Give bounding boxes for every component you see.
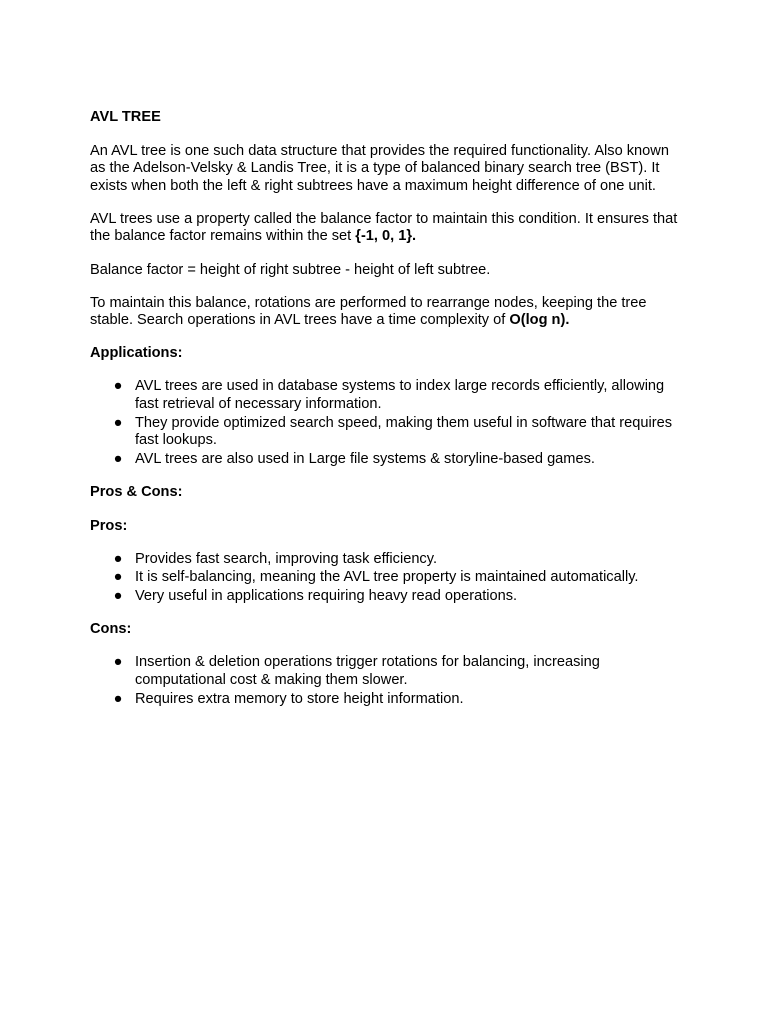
list-item [90, 654, 680, 689]
bullet-icon: ● [113, 690, 123, 707]
pros-list [90, 551, 680, 606]
pros-cons-heading: Pros & Cons: [90, 484, 183, 501]
applications-list [90, 378, 680, 468]
list-item-text: AVL trees are used in database systems to index large records efficiently, allowing fast retrieval of necessary information. [135, 378, 665, 413]
rotation-paragraph [90, 295, 680, 330]
list-item [90, 691, 680, 709]
document-title: AVL TREE [90, 109, 161, 125]
list-item [90, 451, 680, 469]
list-item-text: Requires extra memory to store height information. [135, 690, 464, 707]
balance-factor-paragraph [90, 211, 680, 246]
list-item-text: Very useful in applications requiring heavy read operations. [135, 587, 518, 604]
list-item [90, 551, 680, 569]
list-item-text: AVL trees are also used in Large file systems & storyline-based games. [135, 450, 595, 467]
list-item-text: Insertion & deletion operations trigger rotations for balancing, increasing computational cost & making them slower. [135, 654, 600, 689]
cons-heading: Cons: [90, 621, 132, 638]
bullet-icon: ● [113, 569, 123, 586]
intro-paragraph: An AVL tree is one such data structure that provides the required functionality. Also known as the Adelson-Velsky & Landis Tree, it is a type of balanced binary search tree (BST). It exists when both the left & right subtrees have a maximum height difference of one unit. [90, 142, 669, 194]
list-item-text: They provide optimized search speed, making them useful in software that requires fast lookups. [135, 414, 672, 449]
bullet-icon: ● [113, 450, 123, 467]
list-item [90, 415, 680, 450]
balance-factor-text: AVL trees use a property called the balance factor to maintain this condition. It ensures that the balance factor remains within the set [90, 210, 678, 245]
list-item-text: It is self-balancing, meaning the AVL tree property is maintained automatically. [135, 569, 639, 586]
list-item [90, 569, 680, 587]
bullet-icon: ● [113, 587, 123, 604]
pros-heading: Pros: [90, 517, 128, 534]
list-item [90, 588, 680, 606]
applications-heading: Applications: [90, 345, 183, 362]
bullet-icon: ● [113, 654, 123, 671]
time-complexity: O(log n). [509, 312, 570, 329]
balance-set: {-1, 0, 1}. [355, 228, 417, 245]
bullet-icon: ● [113, 378, 123, 395]
list-item-text: Provides fast search, improving task efficiency. [135, 550, 438, 567]
document-page [90, 109, 680, 724]
cons-list [90, 654, 680, 708]
list-item [90, 378, 680, 413]
rotation-text: To maintain this balance, rotations are performed to rearrange nodes, keeping the tree stable. Search operations in AVL trees have a time complexity of [90, 294, 647, 329]
bullet-icon: ● [113, 414, 123, 431]
balance-formula: Balance factor = height of right subtree - height of left subtree. [90, 261, 491, 278]
bullet-icon: ● [113, 550, 123, 567]
